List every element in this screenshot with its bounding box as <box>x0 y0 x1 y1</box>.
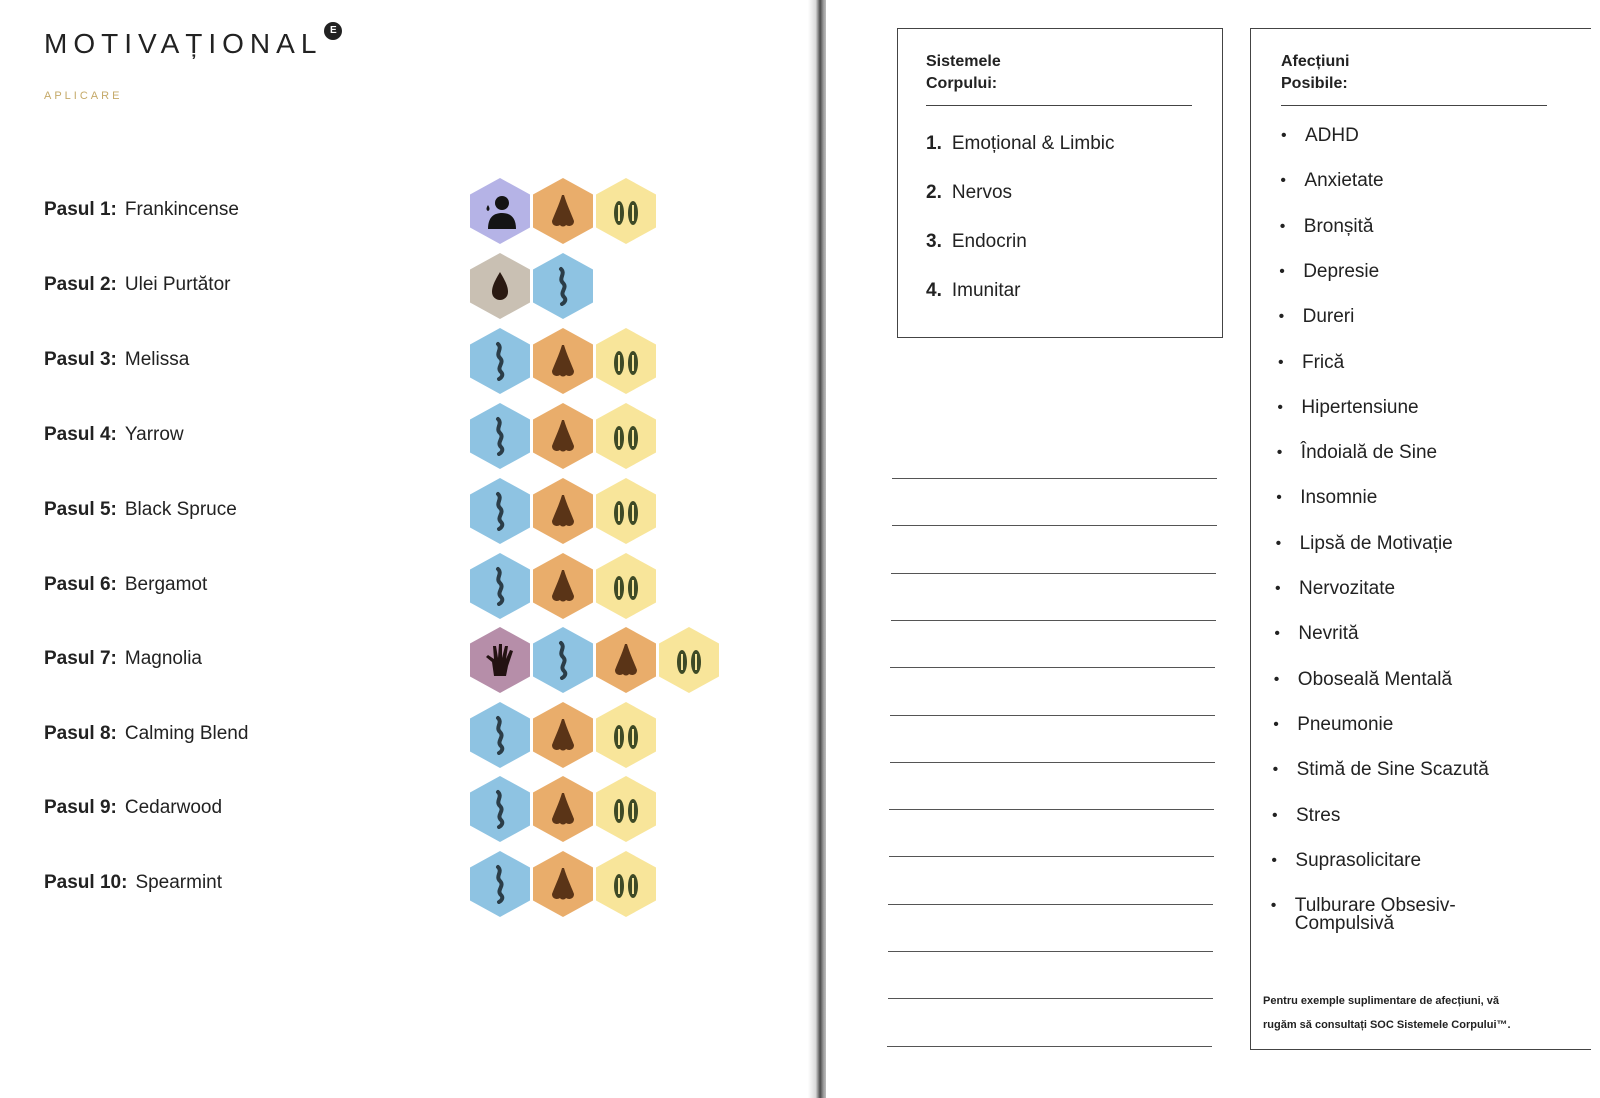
ailments-heading <box>1281 51 1349 95</box>
ailment-item <box>1275 580 1395 598</box>
step-oil-name: Cedarwood <box>124 797 223 818</box>
step-row <box>44 195 239 225</box>
bullet-icon: • <box>1276 489 1282 507</box>
bullet-icon: • <box>1275 580 1281 597</box>
ailment-label: Nervozitate <box>1299 578 1396 599</box>
step-application-icons <box>470 851 656 917</box>
step-oil-name: Spearmint <box>135 872 223 893</box>
feet-icon <box>596 403 656 469</box>
notes-line <box>889 856 1214 857</box>
step-row <box>44 345 189 375</box>
body-system-item <box>926 280 1021 302</box>
step-row <box>44 719 248 749</box>
body-systems-heading <box>926 51 1001 95</box>
ailment-label: Depresie <box>1303 260 1380 282</box>
bullet-icon: • <box>1279 217 1286 235</box>
nose-icon <box>596 627 656 693</box>
ailment-label: ADHD <box>1305 125 1359 146</box>
step-number: Pasul 2: <box>44 274 117 295</box>
notes-line <box>890 715 1215 716</box>
notes-line <box>888 998 1213 999</box>
bullet-icon: • <box>1272 761 1279 779</box>
step-number: Pasul 3: <box>44 349 117 370</box>
body-system-number: 1. <box>926 133 942 154</box>
step-application-icons <box>470 403 656 469</box>
footnote-line1: Pentru exemple suplimentare de afecțiuni, vă <box>1263 995 1499 1007</box>
step-oil-name: Magnolia <box>124 648 202 669</box>
body-system-item <box>926 231 1027 253</box>
step-number: Pasul 7: <box>44 648 117 669</box>
ailments-rule <box>1281 105 1547 106</box>
ailment-label: Suprasolicitare <box>1295 849 1422 871</box>
ailment-label: Stimă de Sine Scazută <box>1296 759 1489 781</box>
body-system-number: 3. <box>926 231 942 252</box>
step-application-icons <box>470 553 656 619</box>
nose-icon <box>533 702 593 768</box>
feet-icon <box>596 328 656 394</box>
step-number: Pasul 8: <box>44 723 117 744</box>
feet-icon <box>596 553 656 619</box>
spine-icon <box>470 702 530 768</box>
step-oil-name: Black Spruce <box>124 499 237 520</box>
bullet-icon: • <box>1273 715 1279 733</box>
nose-icon <box>533 478 593 544</box>
notes-line <box>888 951 1213 952</box>
body-system-label: Endocrin <box>951 231 1027 252</box>
body-system-number: 4. <box>926 280 942 301</box>
ailment-item <box>1279 215 1374 237</box>
bullet-icon: • <box>1273 670 1280 688</box>
ailment-item <box>1277 396 1419 418</box>
body-system-label: Emoțional & Limbic <box>951 133 1115 154</box>
step-application-icons <box>470 178 656 244</box>
step-row <box>44 570 207 600</box>
ailment-label: Hipertensiune <box>1301 396 1419 418</box>
step-row <box>44 270 230 300</box>
step-number: Pasul 1: <box>44 199 117 220</box>
bullet-icon: • <box>1281 127 1287 144</box>
ailments-heading-line1: Afecțiuni <box>1281 53 1350 70</box>
spine-icon <box>470 478 530 544</box>
ailment-label: Lipsă de Motivație <box>1299 532 1453 554</box>
brand-title: MOTIVAȚIONAL <box>44 28 323 59</box>
notes-line <box>891 573 1216 574</box>
spine-icon <box>533 627 593 693</box>
bullet-icon: • <box>1278 308 1285 326</box>
body-system-item <box>926 182 1012 204</box>
notes-line <box>888 904 1213 905</box>
step-oil-name: Ulei Purtător <box>124 274 231 295</box>
body-systems-heading-line2: Corpului: <box>926 75 998 92</box>
step-row <box>44 495 237 525</box>
step-row <box>44 644 202 674</box>
step-application-icons <box>470 328 656 394</box>
feet-icon <box>596 776 656 842</box>
step-row <box>44 420 184 450</box>
spine-icon <box>470 851 530 917</box>
step-number: Pasul 5: <box>44 499 117 520</box>
step-row <box>44 793 222 823</box>
step-row <box>44 868 222 898</box>
ailment-label: Îndoială de Sine <box>1300 442 1438 464</box>
notes-line <box>889 809 1214 810</box>
footnote-line2: rugăm să consultați SOC Sistemele Corpului™. <box>1263 1019 1511 1031</box>
step-oil-name: Yarrow <box>124 424 184 445</box>
ailment-label: Dureri <box>1302 306 1355 328</box>
body-system-number: 2. <box>926 182 942 203</box>
body-system-label: Imunitar <box>951 280 1021 301</box>
ailment-label: Nevrită <box>1298 623 1359 645</box>
feet-icon <box>659 627 719 693</box>
notes-line <box>891 620 1216 621</box>
ailment-item <box>1274 625 1358 643</box>
ailments-footnote <box>1263 989 1563 1037</box>
bullet-icon: • <box>1278 353 1284 371</box>
bullet-icon: • <box>1271 851 1277 869</box>
body-system-label: Nervos <box>951 182 1013 203</box>
notes-line <box>892 525 1217 526</box>
body-system-item <box>926 133 1114 155</box>
ailment-item <box>1280 172 1383 190</box>
nose-icon <box>533 328 593 394</box>
ailment-label: Oboseală Mentală <box>1297 668 1453 690</box>
step-application-icons <box>470 702 656 768</box>
nose-icon <box>533 178 593 244</box>
body-systems-rule <box>926 105 1192 106</box>
step-application-icons <box>470 627 719 693</box>
brand-badge: E <box>324 22 342 40</box>
ailments-heading-line2: Posibile: <box>1281 75 1348 92</box>
ailment-item <box>1278 351 1345 373</box>
ailment-item <box>1272 804 1341 826</box>
bullet-icon: • <box>1279 262 1285 280</box>
spine-icon <box>470 403 530 469</box>
nose-icon <box>533 403 593 469</box>
body-systems-box <box>897 28 1223 338</box>
ailments-box <box>1250 28 1591 1050</box>
brand-header <box>44 22 342 60</box>
ailment-label: Bronșită <box>1303 215 1374 237</box>
ailment-item <box>1281 127 1359 145</box>
notes-line <box>887 1046 1212 1047</box>
ailment-label: Pneumonie <box>1297 713 1394 735</box>
notes-line <box>890 667 1215 668</box>
step-oil-name: Bergamot <box>124 574 208 595</box>
bullet-icon: • <box>1277 398 1283 416</box>
nose-icon <box>533 553 593 619</box>
drop-icon <box>470 253 530 319</box>
ailment-item <box>1277 444 1437 462</box>
ailment-label: Stres <box>1296 804 1341 826</box>
feet-icon <box>596 478 656 544</box>
step-application-icons <box>470 776 656 842</box>
notes-line <box>892 478 1217 479</box>
ailment-item <box>1271 897 1456 933</box>
section-subtitle: APLICARE <box>44 90 123 102</box>
bullet-icon: • <box>1272 806 1278 824</box>
bullet-icon: • <box>1276 444 1283 462</box>
ailment-label: Anxietate <box>1304 170 1384 192</box>
ailment-label: Insomnie <box>1300 487 1378 509</box>
ailment-item <box>1276 489 1377 507</box>
step-number: Pasul 9: <box>44 797 117 818</box>
ailment-item <box>1273 761 1489 779</box>
feet-icon <box>596 702 656 768</box>
step-oil-name: Frankincense <box>124 199 239 220</box>
bullet-icon: • <box>1274 625 1280 643</box>
ailment-label: Tulburare Obsesiv- Compulsivă <box>1294 895 1456 935</box>
ailment-item <box>1275 532 1453 554</box>
head-icon <box>470 178 530 244</box>
ailment-label: Frică <box>1302 351 1345 373</box>
hand-icon <box>470 627 530 693</box>
ailment-item <box>1271 849 1422 871</box>
bullet-icon: • <box>1270 897 1277 915</box>
spine-icon <box>470 776 530 842</box>
step-application-icons <box>470 253 593 319</box>
ailment-item <box>1273 713 1394 735</box>
step-number: Pasul 4: <box>44 424 117 445</box>
spine-icon <box>470 553 530 619</box>
step-oil-name: Melissa <box>124 349 190 370</box>
spine-icon <box>533 253 593 319</box>
body-systems-heading-line1: Sistemele <box>926 53 1001 70</box>
feet-icon <box>596 178 656 244</box>
feet-icon <box>596 851 656 917</box>
step-number: Pasul 10: <box>44 872 128 893</box>
ailment-item <box>1279 308 1355 326</box>
bullet-icon: • <box>1275 534 1282 552</box>
ailment-item <box>1273 668 1453 690</box>
spine-icon <box>470 328 530 394</box>
step-oil-name: Calming Blend <box>124 723 249 744</box>
step-number: Pasul 6: <box>44 574 117 595</box>
nose-icon <box>533 776 593 842</box>
step-application-icons <box>470 478 656 544</box>
ailment-item <box>1279 260 1380 282</box>
notes-line <box>890 762 1215 763</box>
nose-icon <box>533 851 593 917</box>
bullet-icon: • <box>1280 172 1286 190</box>
